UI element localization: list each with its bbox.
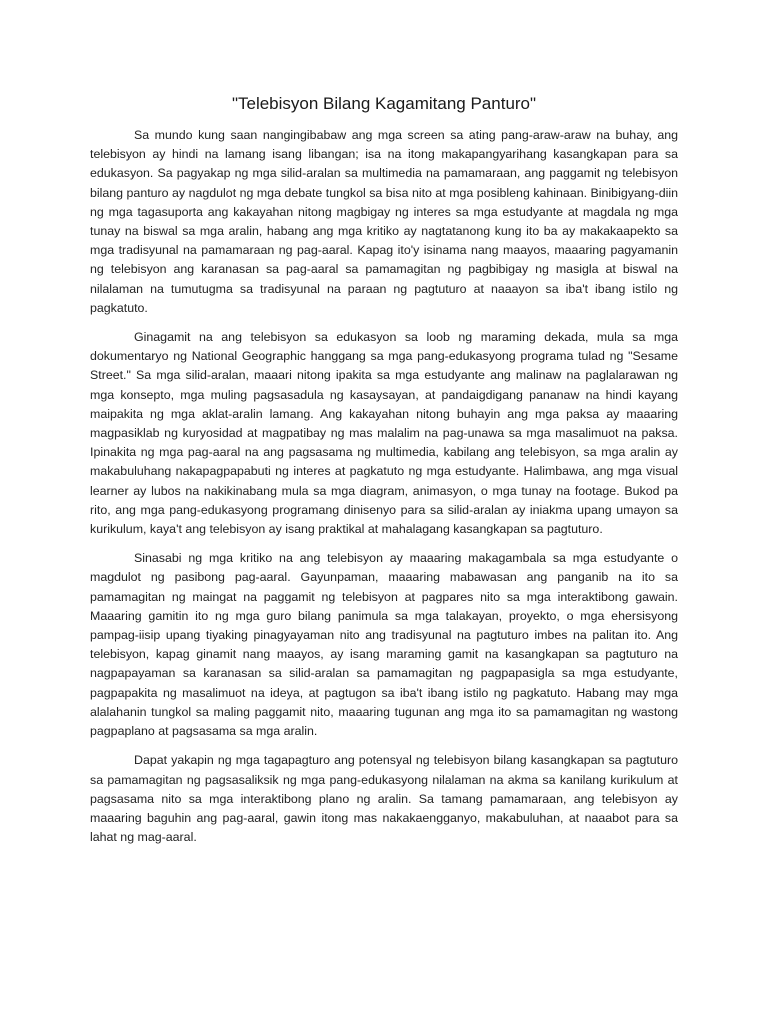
paragraph-3: Sinasabi ng mga kritiko na ang telebisyon ay maaaring makagambala sa mga estudyante o magdulot ng pasibong pag-aaral. Gayunpaman, maaaring mabawasan ang panganib na ito sa pamamagitan ng maingat na paggamit ng telebisyon at pagpares nito sa mga interaktibong gawain. Maaaring gamitin ito ng mga guro bilang panimula sa mga talakayan, proyekto, o mga ehersisyong pampag-iisip upang tiyaking pinagyayaman nito ang tradisyunal na pagtuturo imbes na palitan ito. Ang telebisyon, kapag ginamit nang maayos, ay isang maraming gamit na kasangkapan sa pagtuturo na nagpapayaman sa karanasan sa silid-aralan sa pamamagitan ng pagpapasigla sa mga estudyante, pagpapakita ng masalimuot na ideya, at pagtugon sa iba't ibang istilo ng pagkatuto. Habang may mga alalahanin tungkol sa maling paggamit nito, maaaring tugunan ang mga ito sa pamamagitan ng wastong pagpaplano at pagsasama sa mga aralin.	[90, 551, 678, 739]
document-page	[90, 92, 678, 857]
paragraph-1: Sa mundo kung saan nangingibabaw ang mga screen sa ating pang-araw-araw na buhay, ang telebisyon ay hindi na lamang isang libangan; isa na itong makapangyarihang kasangkapan para sa edukasyon. Sa pagyakap ng mga silid-aralan sa multimedia na pamamaraan, ang paggamit ng telebisyon bilang panturo ay nagdulot ng mga debate tungkol sa bisa nito at mga posibleng kahinaan. Binibigyang-diin ng mga tagasuporta ang kakayahan nitong magbigay ng interes sa mga estudyante at magdala ng mga tunay na biswal sa mga aralin, habang ang mga kritiko ay nagtatanong kung ito ba ay makakaapekto sa mga tradisyunal na pamamaraan ng pag-aaral. Kapag ito'y isinama nang maayos, maaaring pagyamanin ng telebisyon ang karanasan sa pag-aaral sa pamamagitan ng pagbibigay ng masigla at biswal na nilalaman na tumutugma sa tradisyunal na paraan ng pagtuturo at naaayon sa iba't ibang istilo ng pagkatuto.	[90, 128, 678, 315]
paragraph-2: Ginagamit na ang telebisyon sa edukasyon sa loob ng maraming dekada, mula sa mga dokumentaryo ng National Geographic hanggang sa mga pang-edukasyong programa tulad ng "Sesame Street." Sa mga silid-aralan, maaari nitong ipakita sa mga estudyante ang malinaw na paglalarawan ng mga konsepto, mga muling pagsasadula ng kasaysayan, at pandaigdigang pananaw na hindi kayang maipakita ng mga aklat-aralin lamang. Ang kakayahan nitong buhayin ang mga paksa ay maaaring magpasiklab ng kuryosidad at magpatibay ng mas malalim na pag-unawa sa mga masalimuot na paksa. Ipinakita ng mga pag-aaral na ang pagsasama ng multimedia, kabilang ang telebisyon, sa mga aralin ay makabuluhang nakapagpapabuti ng interes at pagkatuto ng mga estudyante. Halimbawa, ang mga visual learner ay lubos na nakikinabang mula sa mga diagram, animasyon, o mga tunay na footage. Bukod pa rito, ang mga pang-edukasyong programang dinisenyo para sa silid-aralan ay iniakma upang umayon sa kurikulum, kaya't ang telebisyon ay isang praktikal at mahalagang kasangkapan sa pagtuturo.	[90, 330, 678, 537]
document-title: "Telebisyon Bilang Kagamitang Panturo"	[231, 94, 537, 113]
paragraph-4: Dapat yakapin ng mga tagapagturo ang potensyal ng telebisyon bilang kasangkapan sa pagtuturo sa pamamagitan ng pagsasaliksik ng mga pang-edukasyong nilalaman na akma sa kanilang kurikulum at pagsasama nito sa mga interaktibong plano ng aralin. Sa tamang pamamaraan, ang telebisyon ay maaaring baguhin ang pag-aaral, gawin itong mas nakakaengganyo, makabuluhan, at naaabot para sa lahat ng mag-aaral.	[90, 753, 678, 845]
